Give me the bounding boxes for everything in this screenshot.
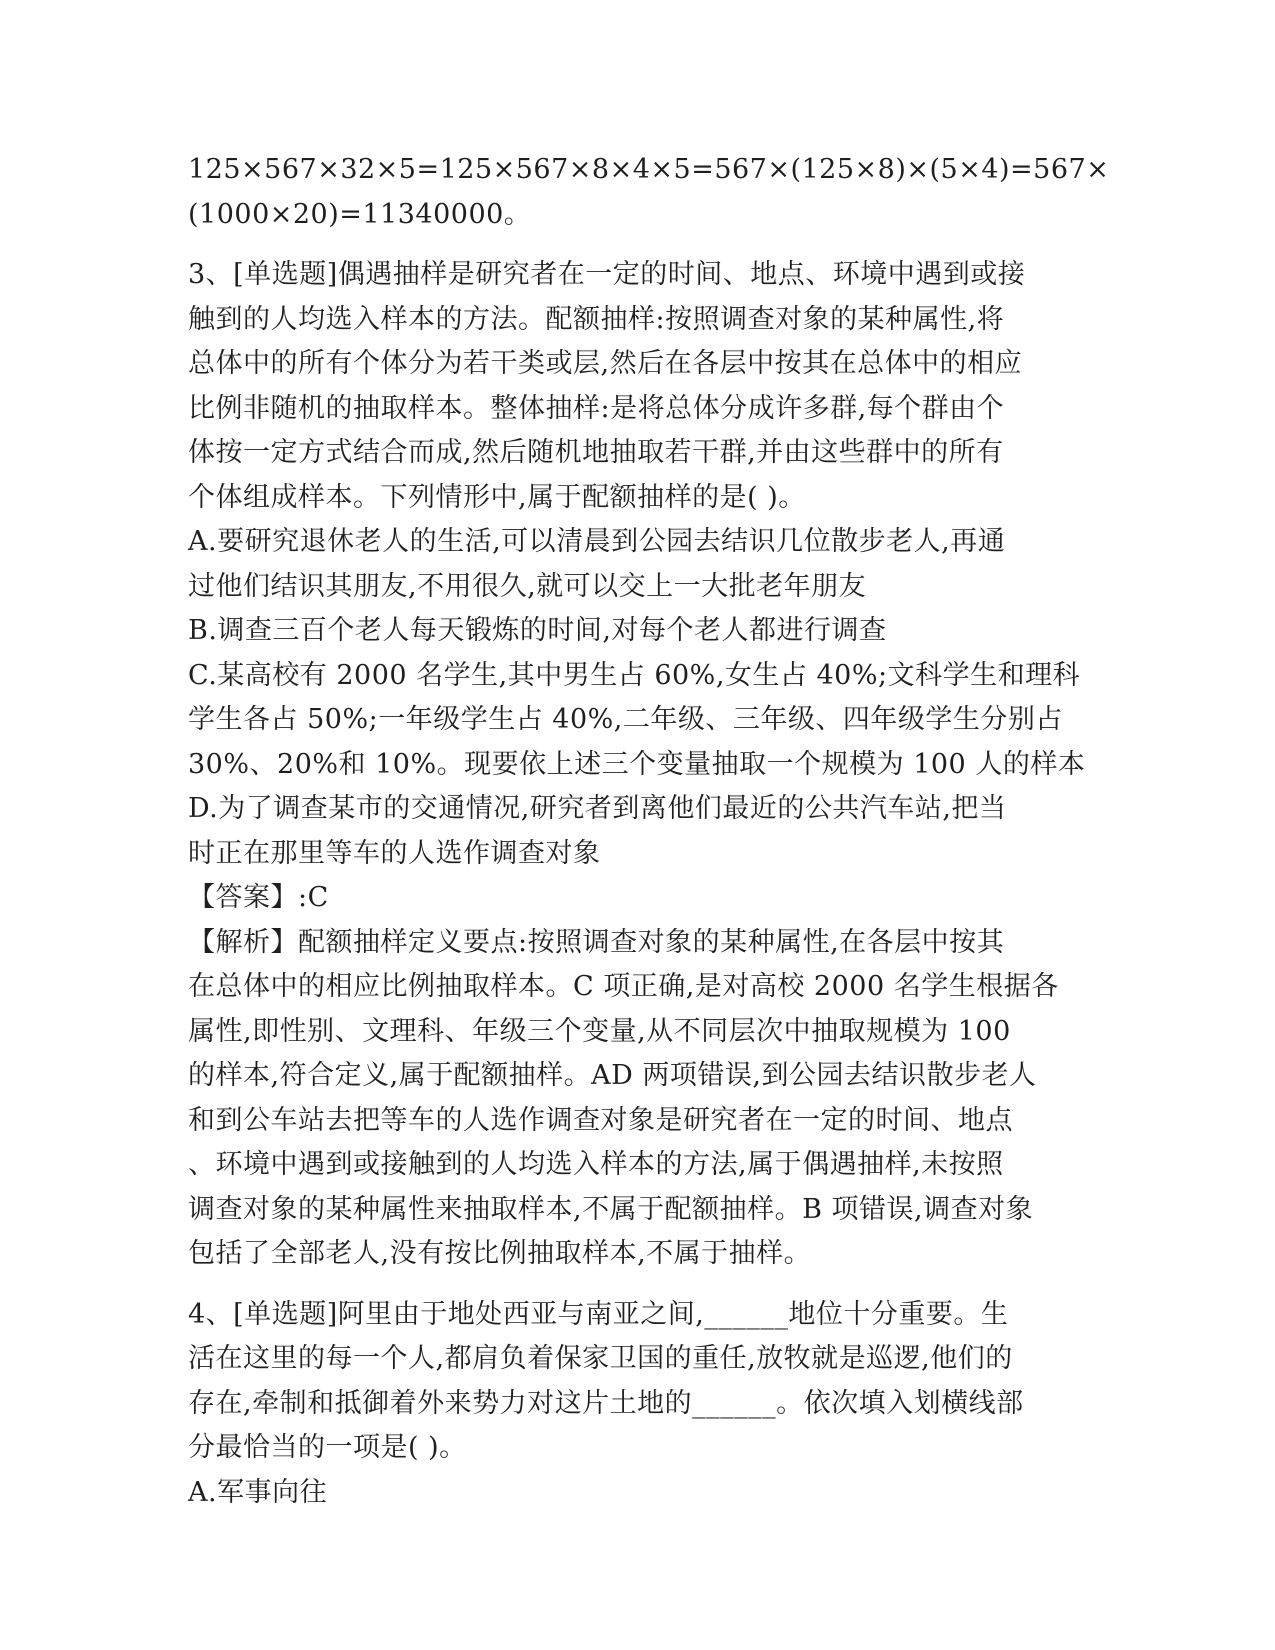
- question-stem-line: 个体组成样本。下列情形中,属于配额抽样的是( )。: [188, 481, 806, 513]
- option-d-line: 时正在那里等车的人选作调查对象: [188, 837, 601, 869]
- option-c-line: C.某高校有 2000 名学生,其中男生占 60%,女生占 40%;文科学生和理科: [188, 659, 1081, 691]
- question-stem-line: 体按一定方式结合而成,然后随机地抽取若干群,并由这些群中的所有: [188, 437, 1004, 468]
- answer-line: 【答案】:C: [188, 882, 329, 913]
- question-stem-line: 比例非随机的抽取样本。整体抽样:是将总体分成许多群,每个群由个: [188, 392, 1005, 424]
- question-3-stem: [188, 253, 1088, 520]
- analysis-line: 、环境中遇到或接触到的人均选入样本的方法,属于偶遇抽样,未按照: [188, 1149, 1004, 1180]
- question-stem-line: 分最恰当的一项是( )。: [188, 1432, 467, 1463]
- question-3: [188, 253, 1088, 1277]
- question-4-options: [188, 1471, 1088, 1516]
- analysis-line: 【解析】配额抽样定义要点:按照调查对象的某种属性,在各层中按其: [188, 926, 1005, 958]
- question-3-analysis: [188, 921, 1088, 1277]
- analysis-line: 属性,即性别、文理科、年级三个变量,从不同层次中抽取规模为 100: [188, 1015, 1011, 1047]
- question-stem-line: 3、[单选题]偶遇抽样是研究者在一定的时间、地点、环境中遇到或接: [188, 259, 1026, 290]
- option-c-line: 30%、20%和 10%。现要依上述三个变量抽取一个规模为 100 人的样本: [188, 748, 1086, 780]
- question-stem-line: 存在,牵制和抵御着外来势力对这片土地的______。依次填入划横线部: [188, 1387, 1024, 1419]
- analysis-line: 的样本,符合定义,属于配额抽样。AD 两项错误,到公园去结识散步老人: [188, 1060, 1037, 1091]
- question-stem-line: 活在这里的每一个人,都肩负着保家卫国的重任,放牧就是巡逻,他们的: [188, 1343, 1013, 1374]
- question-stem-line: 4、[单选题]阿里由于地处西亚与南亚之间,______地位十分重要。生: [188, 1298, 1009, 1330]
- calculation-line: 125×567×32×5=125×567×8×4×5=567×(125×8)×(5×4)=567×: [188, 154, 1110, 185]
- analysis-line: 调查对象的某种属性来抽取样本,不属于配额抽样。B 项错误,调查对象: [188, 1193, 1034, 1225]
- document-content: [188, 148, 1110, 1515]
- option-b-line: B.调查三百个老人每天锻炼的时间,对每个老人都进行调查: [188, 615, 887, 646]
- option-d-line: D.为了调查某市的交通情况,研究者到离他们最近的公共汽车站,把当: [188, 793, 1007, 824]
- question-stem-line: 触到的人均选入样本的方法。配额抽样:按照调查对象的某种属性,将: [188, 303, 1005, 335]
- option-c-line: 学生各占 50%;一年级学生占 40%,二年级、三年级、四年级学生分别占: [188, 704, 1063, 735]
- option-a-line: A.军事向往: [188, 1476, 328, 1508]
- analysis-line: 和到公车站去把等车的人选作调查对象是研究者在一定的时间、地点: [188, 1104, 1013, 1136]
- question-2-solution-tail: [188, 148, 1110, 237]
- calculation-line: (1000×20)=11340000。: [188, 198, 532, 230]
- question-stem-line: 总体中的所有个体分为若干类或层,然后在各层中按其在总体中的相应: [188, 348, 1023, 379]
- paragraph-gap: [188, 237, 1088, 253]
- analysis-line: 包括了全部老人,没有按比例抽取样本,不属于抽样。: [188, 1238, 812, 1269]
- option-a-line: A.要研究退休老人的生活,可以清晨到公园去结识几位散步老人,再通: [188, 526, 1006, 557]
- analysis-line: 在总体中的相应比例抽取样本。C 项正确,是对高校 2000 名学生根据各: [188, 971, 1059, 1002]
- option-a-line: 过他们结识其朋友,不用很久,就可以交上一大批老年朋友: [188, 570, 867, 602]
- question-4: [188, 1293, 1088, 1516]
- question-3-options: [188, 520, 1088, 876]
- paragraph-gap: [188, 1277, 1088, 1293]
- question-4-stem: [188, 1293, 1088, 1471]
